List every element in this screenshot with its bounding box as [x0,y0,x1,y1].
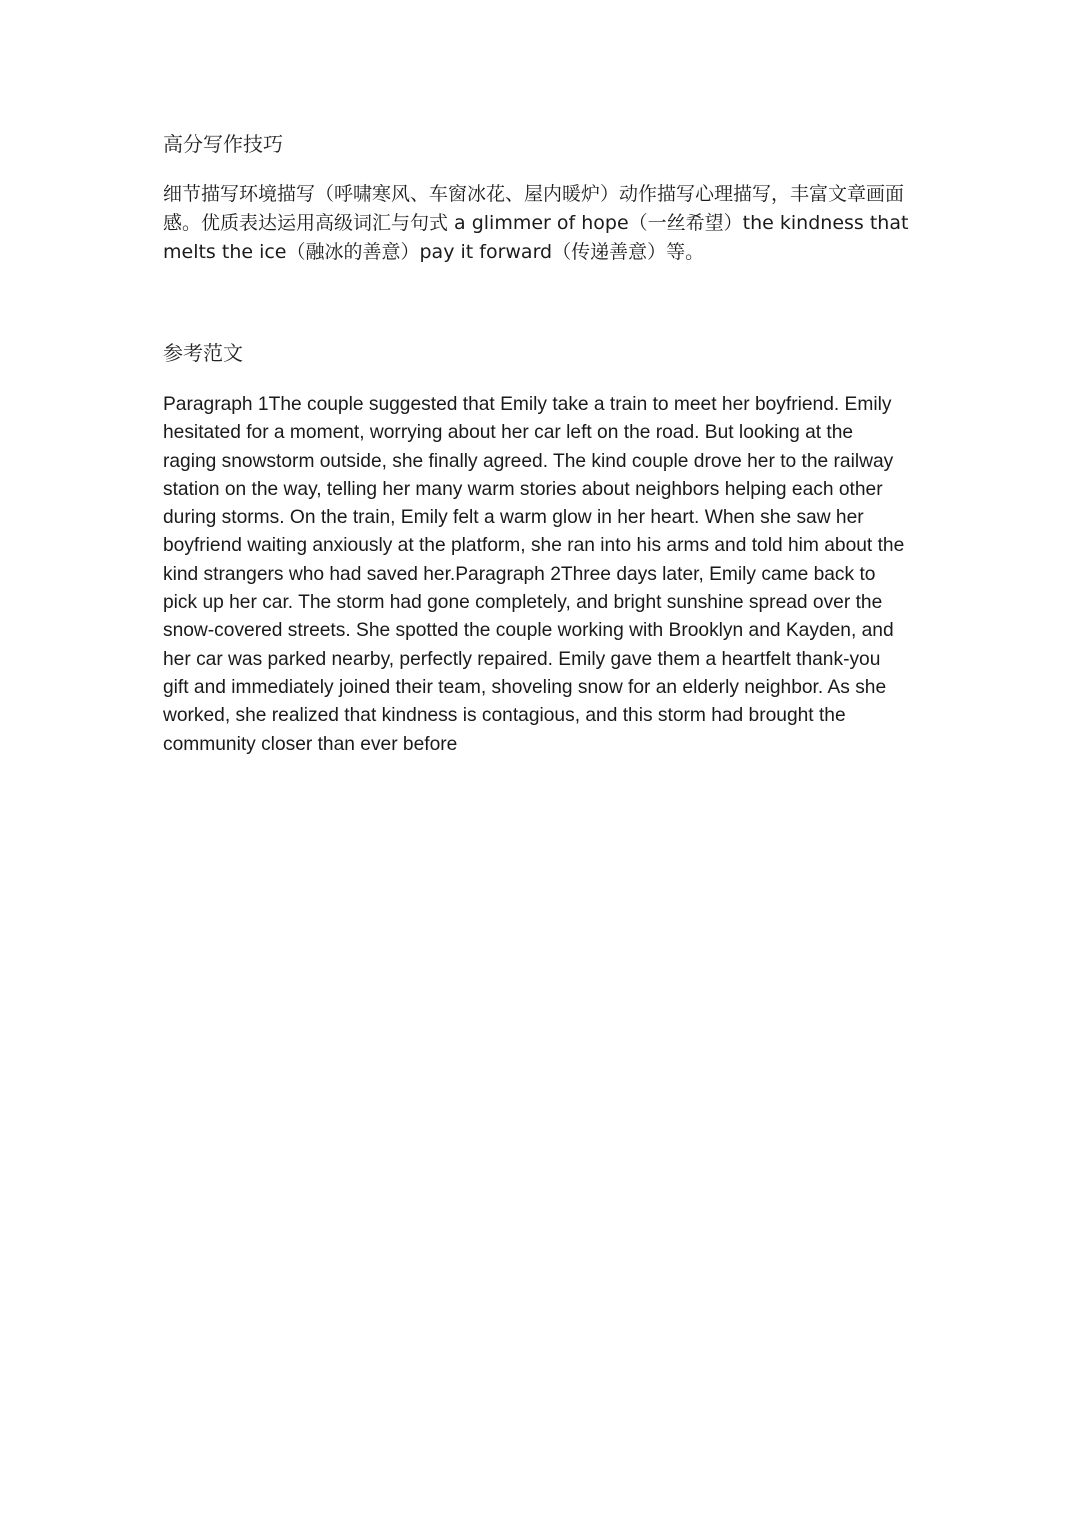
model-essay-paragraph: Paragraph 1The couple suggested that Emily take a train to meet her boyfriend. Emily hesitated for a moment, worrying about her car left on the road. But looking at the raging snowstorm outside, she finally agreed. The kind couple drove her to the railway station on the way, telling her many warm stories about neighbors helping each other during storms. On the train, Emily felt a warm glow in her heart. When she saw her boyfriend waiting anxiously at the platform, she ran into his arms and told him about the kind strangers who had saved her.Paragraph 2Three days later, Emily came back to pick up her car. The storm had gone completely, and bright sunshine spread over the snow-covered streets. She spotted the couple working with Brooklyn and Kayden, and her car was parked nearby, perfectly repaired. Emily gave them a heartfelt thank-you gift and immediately joined their team, shoveling snow for an elderly neighbor. As she worked, she realized that kindness is contagious, and this storm had brought the community closer than ever before [163,394,905,755]
writing-tips-paragraph: 细节描写环境描写（呼啸寒风、车窗冰花、屋内暖炉）动作描写心理描写，丰富文章画面感。优质表达运用高级词汇与句式 a glimmer of hope（一丝希望）the kindness that melts the ice（融冰的善意）pay it forward（传递善意）等。 [163,183,909,263]
model-essay-heading: 参考范文 [163,341,243,365]
document-content [163,128,923,759]
writing-tips-heading: 高分写作技巧 [163,132,283,156]
section-spacer [163,267,923,337]
